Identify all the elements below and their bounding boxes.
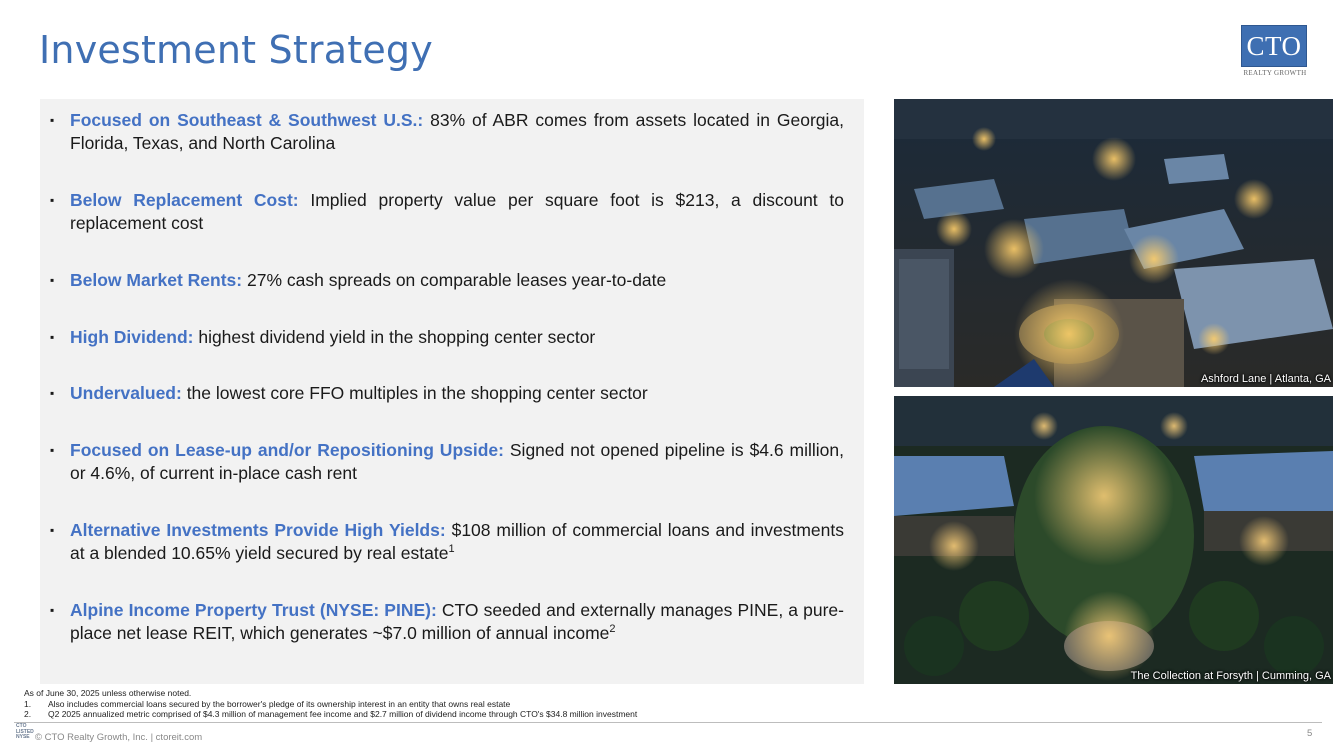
bullet-text: 27% cash spreads on comparable leases year-to-date [242,270,667,290]
bullet-marker-icon: ▪ [50,113,55,127]
nyse-listed-logo: CTO LISTED NYSE [16,723,34,740]
bullet-heading: Alternative Investments Provide High Yields: [70,520,446,540]
company-logo [1241,25,1309,77]
bullet-marker-icon: ▪ [50,330,55,344]
bullet-marker-icon: ▪ [50,603,55,617]
bullet-text: Signed not opened pipeline is $4.6 million, or 4.6%, of current in-place cash rent [70,440,844,483]
logo-mark: CTO [1246,30,1302,61]
footnote-text: Also includes commercial loans secured by the borrower's pledge of its ownership interest in an entity that owns real estate [48,698,511,709]
bullet-heading: Alpine Income Property Trust (NYSE: PINE): [70,600,437,620]
aerial-night-photo [894,99,1333,387]
bullet-item [50,189,844,235]
bullet-heading: Undervalued: [70,383,182,403]
bullet-heading: Below Replacement Cost: [70,190,299,210]
bullet-heading: High Dividend: [70,327,194,347]
bullet-marker-icon: ▪ [50,523,55,537]
bullet-item [50,269,844,292]
photo-ashford-lane [894,99,1333,387]
footnote-ref: 2 [609,623,616,636]
page-title: Investment Strategy [39,28,433,72]
footer-copyright: © CTO Realty Growth, Inc. | ctoreit.com [35,732,203,743]
footnotes [24,688,637,720]
photo-caption: Ashford Lane | Atlanta, GA [1200,373,1331,385]
footnote-number: 1. [24,698,32,709]
footnote-number: 2. [24,709,32,719]
logo-tagline: REALTY GROWTH [1243,69,1307,77]
footnote-ref: 1 [448,543,455,556]
bullet-item [50,382,844,405]
footnote-intro: As of June 30, 2025 unless otherwise noted. [24,688,192,698]
bullet-text: the lowest core FFO multiples in the shopping center sector [181,383,648,403]
bullet-text: Implied property value per square foot is $213, a discount to replacement cost [70,190,844,233]
bullet-item [50,599,844,645]
strategy-panel [40,99,864,684]
bullet-text: $108 million of commercial loans and investments at a blended 10.65% yield secured by real estate [70,520,845,563]
bullet-marker-icon: ▪ [50,193,55,207]
bullet-heading: Below Market Rents: [70,270,243,290]
bullet-marker-icon: ▪ [50,386,55,400]
bullet-item [50,439,844,485]
aerial-night-photo [894,396,1333,684]
bullet-marker-icon: ▪ [50,443,55,457]
bullet-marker-icon: ▪ [50,273,55,287]
bullet-item [50,109,844,155]
footnote-text: Q2 2025 annualized metric comprised of $4.3 million of management fee income and $2.7 million of dividend income through CTO's $34.8 million investment [48,709,638,719]
bullet-heading: Focused on Southeast & Southwest U.S.: [70,110,424,130]
bullet-text: 83% of ABR comes from assets located in Georgia, Florida, Texas, and North Carolina [70,110,844,153]
footnote-item [24,709,637,720]
page-number: 5 [1307,728,1313,739]
bullet-text: highest dividend yield in the shopping center sector [193,327,596,347]
bullet-text: CTO seeded and externally manages PINE, a pure-place net lease REIT, which generates ~$7.0 million of annual income [70,600,844,643]
bullet-item [50,326,844,349]
footnote-item [24,699,637,710]
bullet-item [50,519,845,565]
footer-divider [14,722,1322,723]
photo-caption: The Collection at Forsyth | Cumming, GA [1130,670,1331,682]
bullet-heading: Focused on Lease-up and/or Repositioning Upside: [70,440,504,460]
photo-collection-forsyth [894,396,1333,684]
